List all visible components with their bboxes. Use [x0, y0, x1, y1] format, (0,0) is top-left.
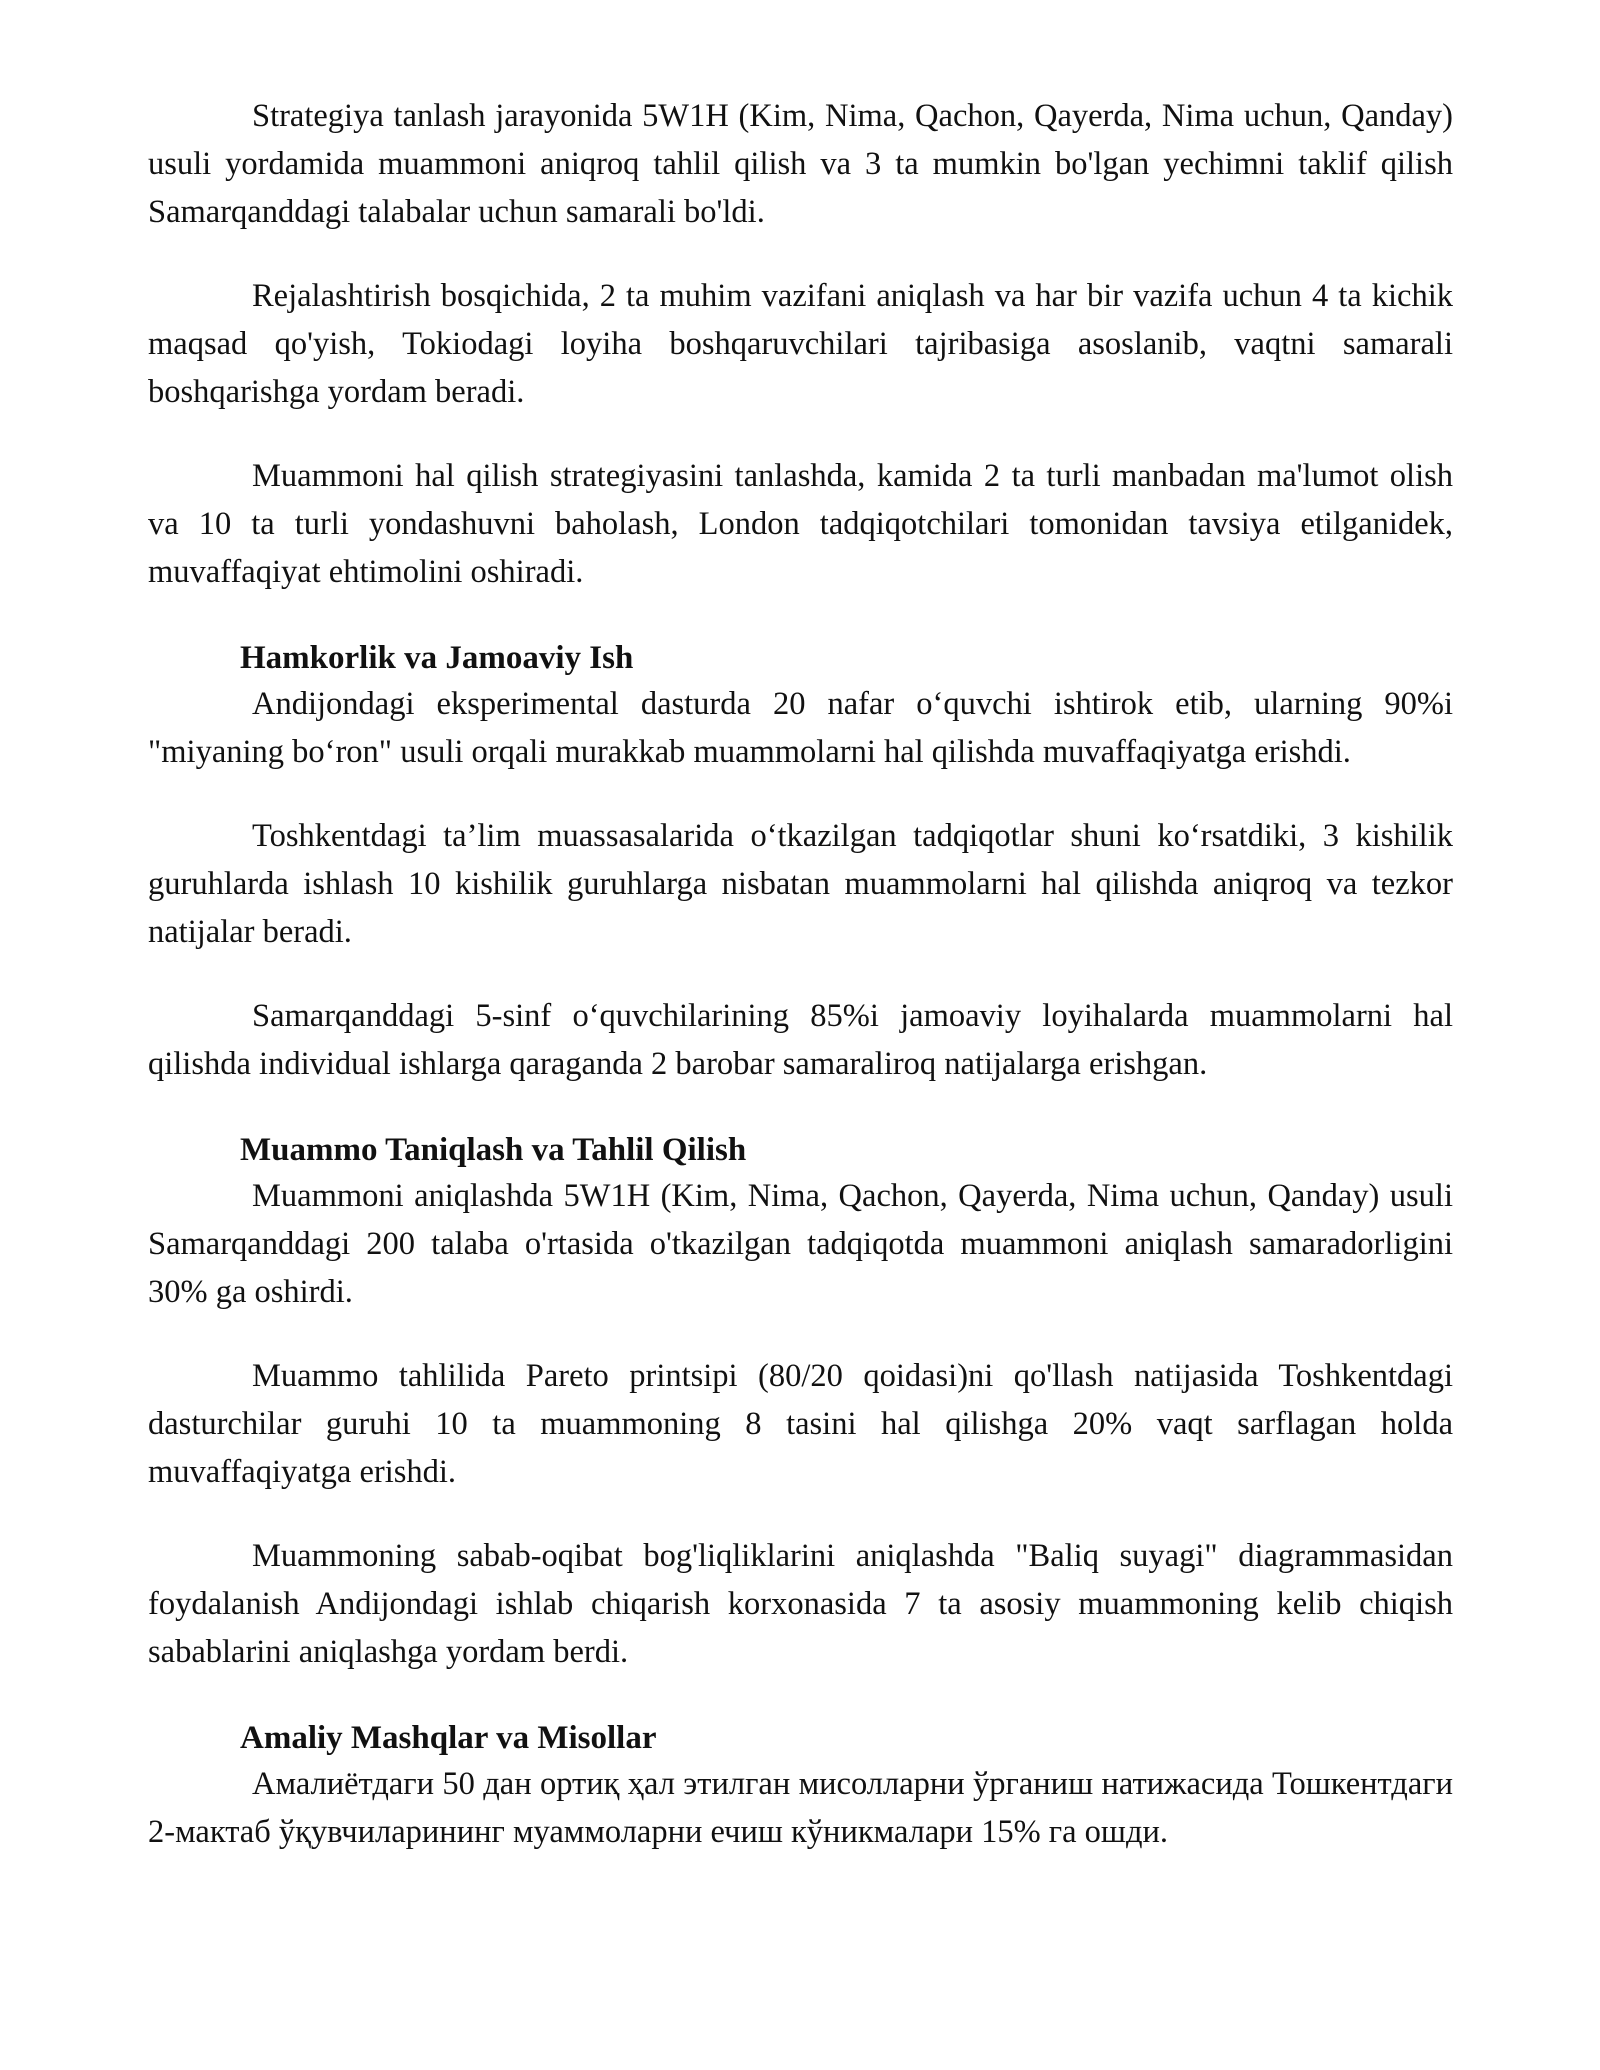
paragraph-fishbone: Muammoning sabab-oqibat bog'liqliklarini aniqlashda "Baliq suyagi" diagrammasidan foydalanish Andijondagi ishlab chiqarish korxonasida 7 ta asosiy muammoning kelib chiqish sabablarini aniqlashga yordam berdi. [148, 1538, 1453, 1670]
section-heading-problem-analysis: Muammo Taniqlash va Tahlil Qilish [240, 1132, 747, 1168]
paragraph-strategy-5w1h: Strategiya tanlash jarayonida 5W1H (Kim, Nima, Qachon, Qayerda, Nima uchun, Qanday) usuli yordamida muammoni aniqroq tahlil qilish va 3 ta mumkin bo'lgan yechimni taklif qilish Samarqanddagi talabalar uchun samarali bo'ldi. [148, 98, 1453, 230]
paragraph-planning: Rejalashtirish bosqichida, 2 ta muhim vazifani aniqlash va har bir vazifa uchun 4 ta kichik maqsad qo'yish, Tokiodagi loyiha boshqaruvchilari tajribasiga asoslanib, vaqtni samarali boshqarishga yordam beradi. [148, 278, 1453, 410]
paragraph-strategy-selection: Muammoni hal qilish strategiyasini tanlashda, kamida 2 ta turli manbadan ma'lumot olish va 10 ta turli yondashuvni baholash, London tadqiqotchilari tomonidan tavsiya etilganidek, muvaffaqiyat ehtimolini oshiradi. [148, 458, 1453, 590]
document-page [148, 92, 1453, 1856]
paragraph-andijan-experiment: Andijondagi eksperimental dasturda 20 nafar o‘quvchi ishtirok etib, ularning 90%i "miyaning bo‘ron" usuli orqali murakkab muammolarni hal qilishda muvaffaqiyatga erishdi. [148, 686, 1453, 770]
paragraph-practical-examples: Амалиётдаги 50 дан ортиқ ҳал этилган мисолларни ўрганиш натижасида Тошкентдаги 2-мактаб ўқувчиларининг муаммоларни ечиш кўникмалари 15% га ошди. [148, 1766, 1453, 1850]
paragraph-problem-identification: Muammoni aniqlashda 5W1H (Kim, Nima, Qachon, Qayerda, Nima uchun, Qanday) usuli Samarqanddagi 200 talaba o'rtasida o'tkazilgan tadqiqotda muammoni aniqlash samaradorligini 30% ga oshirdi. [148, 1178, 1453, 1310]
paragraph-samarkand-5th-grade: Samarqanddagi 5-sinf o‘quvchilarining 85%i jamoaviy loyihalarda muammolarni hal qilishda individual ishlarga qaraganda 2 barobar samaraliroq natijalarga erishgan. [148, 998, 1453, 1082]
section-heading-collaboration: Hamkorlik va Jamoaviy Ish [240, 640, 634, 676]
paragraph-tashkent-groups: Toshkentdagi ta’lim muassasalarida o‘tkazilgan tadqiqotlar shuni ko‘rsatdiki, 3 kishilik guruhlarda ishlash 10 kishilik guruhlarga nisbatan muammolarni hal qilishda aniqroq va tezkor natijalar beradi. [148, 818, 1453, 950]
section-heading-practical-exercises: Amaliy Mashqlar va Misollar [240, 1720, 657, 1756]
paragraph-pareto: Muammo tahlilida Pareto printsipi (80/20 qoidasi)ni qo'llash natijasida Toshkentdagi dasturchilar guruhi 10 ta muammoning 8 tasini hal qilishga 20% vaqt sarflagan holda muvaffaqiyatga erishdi. [148, 1358, 1453, 1490]
